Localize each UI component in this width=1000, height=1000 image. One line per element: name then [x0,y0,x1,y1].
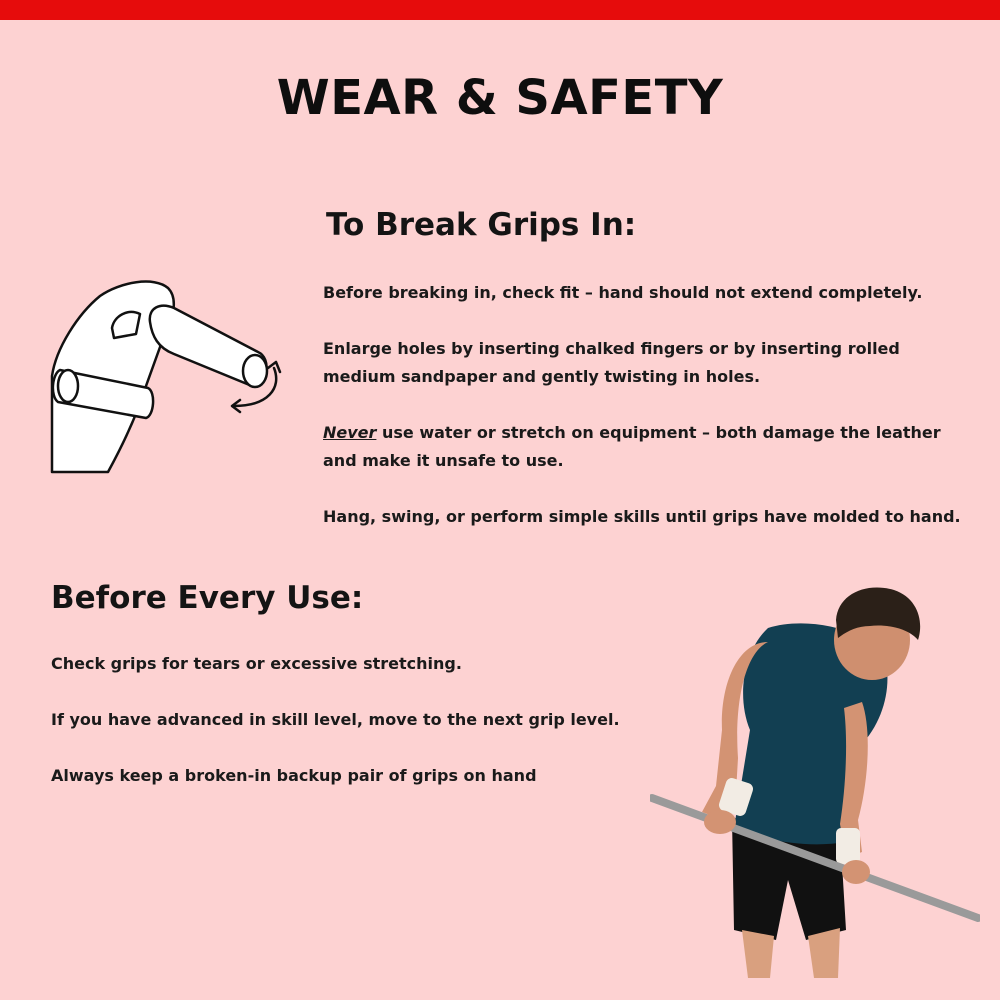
before-use-item-1: Check grips for tears or excessive stretching. [51,654,462,673]
before-use-item-2: If you have advanced in skill level, move to the next grip level. [51,710,620,729]
never-emphasis: Never [323,423,377,442]
grip-illustration [50,278,290,478]
break-in-item-3-text: use water or stretch on equipment – both damage the leather and make it unsafe to use. [323,423,941,470]
athlete-on-bar-photo [650,580,980,980]
break-in-item-1: Before breaking in, check fit – hand should not extend completely. [323,283,923,302]
break-in-item-2: Enlarge holes by inserting chalked fingers or by inserting rolled medium sandpaper and gently twisting in holes. [323,339,900,386]
break-in-heading: To Break Grips In: [326,207,637,243]
break-in-item-3 [323,419,963,475]
before-use-item-3: Always keep a broken-in backup pair of grips on hand [51,766,537,785]
top-accent-bar [0,0,1000,20]
before-use-heading: Before Every Use: [51,580,364,616]
break-in-item-4: Hang, swing, or perform simple skills until grips have molded to hand. [323,507,961,526]
page-title: WEAR & SAFETY [276,70,724,126]
